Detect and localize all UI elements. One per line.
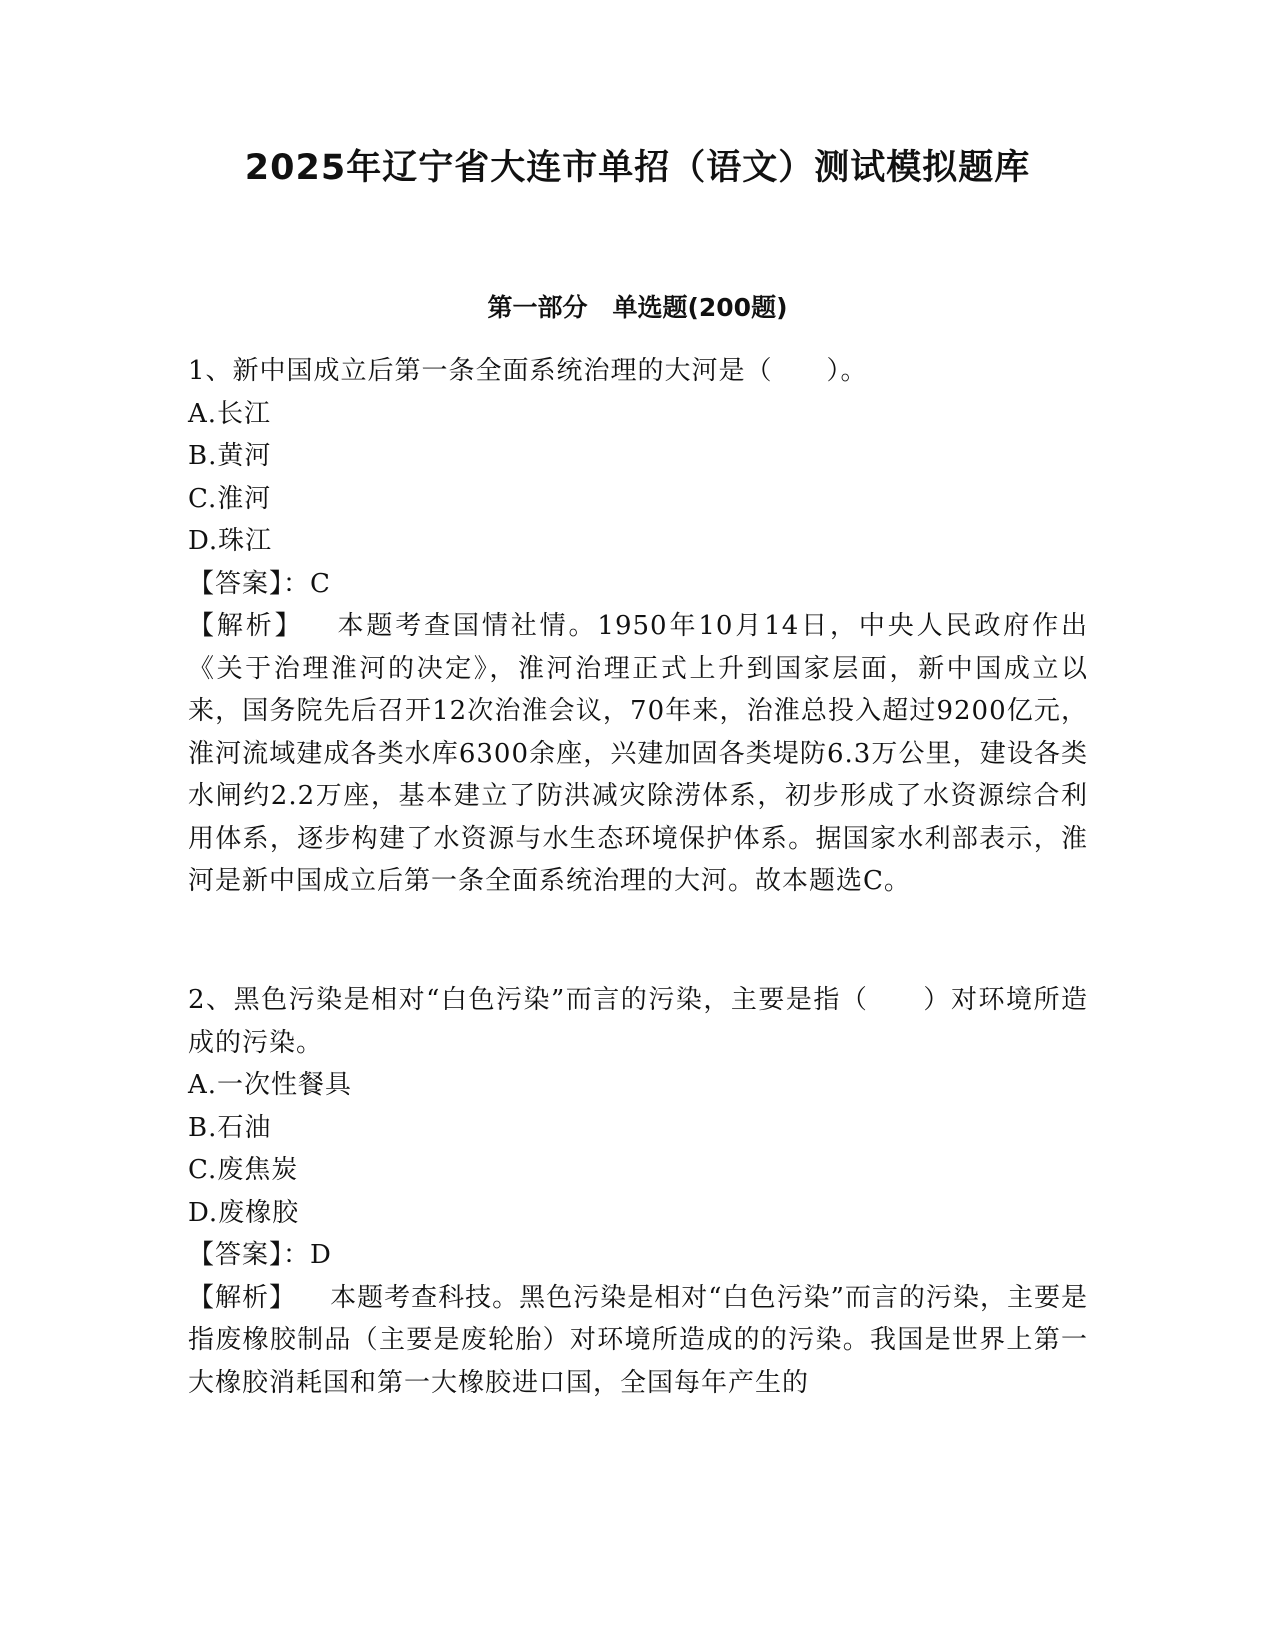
question-stem: 1、新中国成立后第一条全面系统治理的大河是（ ）。 <box>188 356 868 386</box>
answer: 【答案】：C <box>188 568 331 599</box>
explanation-label: 【解析】 <box>188 1282 297 1313</box>
explanation <box>188 1277 1088 1405</box>
option-b: B.石油 <box>188 1112 272 1143</box>
document-title: 2025年辽宁省大连市单招（语文）测试模拟题库 <box>244 148 1031 188</box>
option-c: C.废焦炭 <box>188 1155 299 1185</box>
option-d: D.珠江 <box>188 526 273 556</box>
question-2 <box>188 979 1088 1404</box>
explanation <box>188 605 1088 903</box>
answer: 【答案】：D <box>188 1240 332 1270</box>
option-a: A.一次性餐具 <box>188 1070 353 1100</box>
option-d: D.废橡胶 <box>188 1197 300 1228</box>
explanation-text: 本题考查国情社情。1950年10月14日，中央人民政府作出《关于治理淮河的决定》，淮河治理正式上升到国家层面，新中国成立以来，国务院先后召开12次治淮会议，70年来，治淮总投入超过9200亿元，淮河流域建成各类水库6300余座，兴建加固各类堤防6.3万公里，建设各类水闸约2.2万座，基本建立了防洪减灾除涝体系，初步形成了水资源综合利用体系，逐步构建了水资源与水生态环境保护体系。据国家水利部表示，淮河是新中国成立后第一条全面系统治理的大河。故本题选C。 <box>188 611 1088 896</box>
explanation-text: 本题考查科技。黑色污染是相对“白色污染”而言的污染，主要是指废橡胶制品（主要是废轮胎）对环境所造成的的污染。我国是世界上第一大橡胶消耗国和第一大橡胶进口国，全国每年产生的 <box>188 1282 1088 1398</box>
question-1 <box>188 350 1088 903</box>
section-heading: 第一部分 单选题(200题) <box>487 293 788 322</box>
option-b: B.黄河 <box>188 441 272 471</box>
option-c: C.淮河 <box>188 483 272 514</box>
option-a: A.长江 <box>188 398 272 429</box>
explanation-label: 【解析】 <box>188 611 304 641</box>
question-stem: 2、黑色污染是相对“白色污染”而言的污染，主要是指（ ）对环境所造成的污染。 <box>188 985 1088 1058</box>
